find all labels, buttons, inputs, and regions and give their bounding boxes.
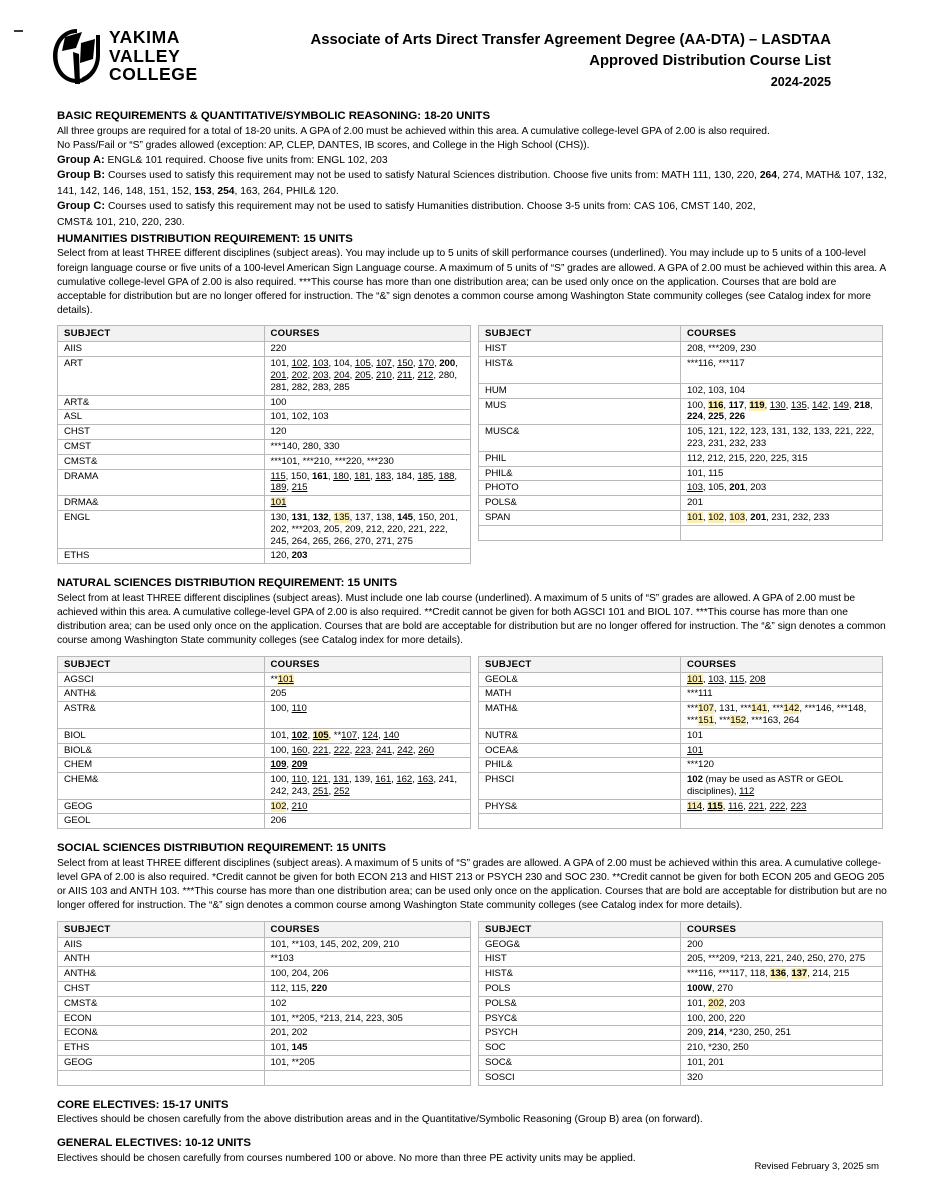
table-row — [58, 496, 471, 511]
subject-cell: CHEM& — [58, 773, 265, 800]
table-row — [58, 981, 471, 996]
group-b-line — [57, 168, 887, 199]
courses-cell — [681, 525, 883, 540]
group-b-label: Group B: — [57, 169, 106, 182]
table-row — [58, 672, 471, 687]
courses-cell: 102 (may be used as ASTR or GEOL disciplines), 112 — [681, 773, 883, 800]
courses-cell: 120 — [264, 425, 471, 440]
table-row — [58, 357, 471, 395]
courses-cell: 320 — [681, 1070, 883, 1085]
table-row — [58, 1041, 471, 1056]
table-row — [58, 937, 471, 952]
subject-cell: SOSCI — [479, 1070, 681, 1085]
subject-cell: CMST — [58, 440, 265, 455]
subject-cell: GEOG — [58, 799, 265, 814]
table-row — [479, 1070, 883, 1085]
social-sciences-tables — [57, 921, 887, 1086]
subject-cell: CHEM — [58, 758, 265, 773]
subject-cell: BIOL& — [58, 743, 265, 758]
subject-cell: ANTH& — [58, 967, 265, 982]
subject-cell: ASL — [58, 410, 265, 425]
table-header-row — [58, 656, 471, 672]
table-row — [479, 996, 883, 1011]
column-header-subject: SUBJECT — [479, 326, 681, 342]
natural-table-left — [57, 656, 471, 830]
table-row — [479, 743, 883, 758]
column-header-courses: COURSES — [681, 921, 883, 937]
basic-requirements-para-2: No Pass/Fail or “S” grades allowed (exception: AP, CLEP, DANTES, IB scores, and College in the High School (CHS)). — [57, 139, 590, 151]
courses-cell: 208, ***209, 230 — [681, 342, 883, 357]
subject-cell: PHIL — [479, 451, 681, 466]
table-row-blank — [479, 814, 883, 829]
subject-cell — [479, 814, 681, 829]
courses-cell: 114, 115, 116, 221, 222, 223 — [681, 799, 883, 814]
table-row — [58, 702, 471, 729]
basic-requirements-heading: BASIC REQUIREMENTS & QUANTITATIVE/SYMBOLIC REASONING: 18-20 UNITS — [57, 110, 491, 122]
table-row — [58, 743, 471, 758]
table-row — [58, 1011, 471, 1026]
subject-cell: MATH — [479, 687, 681, 702]
natural-table-left-wrapper — [57, 656, 471, 830]
courses-cell: 100W, 270 — [681, 981, 883, 996]
subject-cell: CHST — [58, 981, 265, 996]
natural-sciences-tables — [57, 656, 887, 830]
table-row — [479, 511, 883, 526]
subject-cell: PHSCI — [479, 773, 681, 800]
subject-cell: SOC& — [479, 1055, 681, 1070]
humanities-para: Select from at least THREE different disciplines (subject areas). You may include up to 5 units of skill performance courses (underlined). You may include up to 5 units of a 100-level foreign language course or five units of a 100-level American Sign Language course. A maximum of 5 units of “S” grades are allowed. A GPA of 2.00 must be achieved within this area. A cumulative college-level GPA of 2.00 is also required. ***This course has more than one distribution area; can be used only once on the application. Courses that are bold are acceptable for distribution but are no longer offered for instruction. The “&” sign denotes a common course among Washington State community colleges (see Catalog index for more details). — [57, 248, 886, 317]
subject-cell: POLS — [479, 981, 681, 996]
document-academic-year: 2024-2025 — [770, 75, 831, 89]
subject-cell: BIOL — [58, 728, 265, 743]
subject-cell: ART& — [58, 395, 265, 410]
courses-cell: ***101, ***210, ***220, ***230 — [264, 454, 471, 469]
natural-sciences-heading: NATURAL SCIENCES DISTRIBUTION REQUIREMENT: 15 UNITS — [57, 577, 398, 590]
courses-cell: 112, 115, 220 — [264, 981, 471, 996]
courses-cell — [681, 814, 883, 829]
column-header-courses: COURSES — [681, 326, 883, 342]
document-title-block — [215, 26, 877, 93]
column-header-courses: COURSES — [264, 921, 471, 937]
yakima-valley-logo-icon — [52, 28, 102, 84]
subject-cell: MUS — [479, 398, 681, 425]
courses-cell: 101, **103, 145, 202, 209, 210 — [264, 937, 471, 952]
table-header-row — [58, 326, 471, 342]
group-c-text: Courses used to satisfy this requirement may not be used to satisfy Humanities distribution. Choose 3-5 units from: CAS 106, CMST 140, 202, — [105, 201, 756, 213]
table-row — [58, 1026, 471, 1041]
courses-cell: 205, ***209, *213, 221, 240, 250, 270, 275 — [681, 952, 883, 967]
social-sciences-heading: SOCIAL SCIENCES DISTRIBUTION REQUIREMENT: 15 UNITS — [57, 842, 386, 855]
subject-cell: CHST — [58, 425, 265, 440]
courses-cell: 103, 105, 201, 203 — [681, 481, 883, 496]
courses-cell: **103 — [264, 952, 471, 967]
group-a-text: ENGL& 101 required. Choose five units from: ENGL 102, 203 — [104, 154, 388, 166]
courses-cell: 102, 210 — [264, 799, 471, 814]
table-row — [58, 440, 471, 455]
document-subtitle: Approved Distribution Course List — [589, 53, 831, 69]
table-row — [58, 952, 471, 967]
basic-requirements-para-1: All three groups are required for a total of 18-20 units. A GPA of 2.00 must be achieved within this area. A cumulative college-level GPA of 2.00 is also required. — [57, 125, 770, 137]
subject-cell: HIST — [479, 342, 681, 357]
courses-cell: 220 — [264, 342, 471, 357]
subject-cell: AGSCI — [58, 672, 265, 687]
subject-cell: AIIS — [58, 342, 265, 357]
courses-cell: 200 — [681, 937, 883, 952]
column-header-courses: COURSES — [264, 656, 471, 672]
group-c-label: Group C: — [57, 200, 106, 213]
courses-cell: 101, 102, 103, 201, 231, 232, 233 — [681, 511, 883, 526]
social-table-right-wrapper — [478, 921, 883, 1086]
subject-cell: ETHS — [58, 549, 265, 564]
courses-cell: 101 — [681, 728, 883, 743]
logo-line-valley: VALLEY — [109, 45, 181, 66]
humanities-tables — [57, 325, 887, 564]
courses-cell: 109, 209 — [264, 758, 471, 773]
table-row — [479, 451, 883, 466]
subject-cell — [479, 525, 681, 540]
column-header-subject: SUBJECT — [479, 656, 681, 672]
courses-cell: 100, 110, 121, 131, 139, 161, 162, 163, 241, 242, 243, 251, 252 — [264, 773, 471, 800]
table-row — [58, 454, 471, 469]
subject-cell: MUSC& — [479, 425, 681, 452]
table-row — [479, 1041, 883, 1056]
table-header-row — [58, 921, 471, 937]
subject-cell: HIST — [479, 952, 681, 967]
courses-cell: 105, 121, 122, 123, 131, 132, 133, 221, 222, 223, 231, 232, 233 — [681, 425, 883, 452]
table-row — [58, 425, 471, 440]
group-a-label: Group A: — [57, 153, 105, 166]
group-a-line — [57, 153, 887, 168]
revision-footer: Revised February 3, 2025 sm — [754, 1161, 879, 1172]
subject-cell: PHIL& — [479, 758, 681, 773]
courses-cell: 100, 200, 220 — [681, 1011, 883, 1026]
humanities-table-left — [57, 325, 471, 564]
courses-cell: 100, 116, 117, 119, 130, 135, 142, 149, 218, 224, 225, 226 — [681, 398, 883, 425]
courses-cell: ***111 — [681, 687, 883, 702]
social-table-left-wrapper — [57, 921, 471, 1086]
courses-cell: 101, 201 — [681, 1055, 883, 1070]
general-electives-heading: GENERAL ELECTIVES: 10-12 UNITS — [57, 1137, 251, 1150]
table-row — [479, 1026, 883, 1041]
subject-cell: ECON — [58, 1011, 265, 1026]
natural-table-right — [478, 656, 883, 830]
subject-cell — [58, 1070, 265, 1085]
courses-cell: ***116, ***117 — [681, 357, 883, 384]
subject-cell: SOC — [479, 1041, 681, 1056]
subject-cell: ANTH& — [58, 687, 265, 702]
table-row — [479, 496, 883, 511]
courses-cell: 101, 102, 105, **107, 124, 140 — [264, 728, 471, 743]
table-row — [479, 687, 883, 702]
social-table-right — [478, 921, 883, 1086]
core-electives-para: Electives should be chosen carefully from the above distribution areas and in the Quantitative/Symbolic Reasoning (Group B) area (on forward). — [57, 1114, 703, 1126]
subject-cell: HUM — [479, 383, 681, 398]
courses-cell: 201 — [681, 496, 883, 511]
courses-cell: ***107, 131, ***141, ***142, ***146, ***148, ***151, ***152, ***163, 264 — [681, 702, 883, 729]
courses-cell: 100, 160, 221, 222, 223, 241, 242, 260 — [264, 743, 471, 758]
subject-cell: PSYC& — [479, 1011, 681, 1026]
table-row — [479, 981, 883, 996]
table-row — [479, 758, 883, 773]
courses-cell: 101, **205 — [264, 1055, 471, 1070]
table-row — [58, 410, 471, 425]
subject-cell: HIST& — [479, 357, 681, 384]
subject-cell: DRMA& — [58, 496, 265, 511]
table-header-row — [479, 326, 883, 342]
subject-cell: MATH& — [479, 702, 681, 729]
courses-cell: 102 — [264, 996, 471, 1011]
subject-cell: ASTR& — [58, 702, 265, 729]
table-row — [58, 469, 471, 496]
natural-sciences-para: Select from at least THREE different disciplines (subject areas). Must include one lab course (underlined). A maximum of 5 units of “S” grades are allowed. A GPA of 2.00 must be achieved within this area. A cumulative college-level GPA of 2.00 is also required. **Credit cannot be given for both AGSCI 101 and BIOL 107. ***This course has more than one distribution area; can be used only once on the application. Courses that are bold are acceptable for distribution but are no longer offered for instruction. The “&” sign denotes a common course among Washington State community colleges (see Catalog index for more details). — [57, 592, 886, 647]
table-row — [479, 398, 883, 425]
courses-cell: **101 — [264, 672, 471, 687]
table-row — [479, 383, 883, 398]
column-header-subject: SUBJECT — [58, 656, 265, 672]
group-b-text: Courses used to satisfy this requirement may not be used to satisfy Natural Sciences distribution. Choose five units from: MATH 111, 130, 220, 264, 274, MATH& 107, 132, 141, 142, 146, 148, 151, 152, 153, 254, 163, 264, PHIL& 120. — [57, 170, 887, 197]
humanities-table-right-wrapper — [478, 325, 883, 564]
table-row — [479, 728, 883, 743]
subject-cell: SPAN — [479, 511, 681, 526]
table-header-row — [479, 656, 883, 672]
table-header-row — [479, 921, 883, 937]
table-row — [58, 342, 471, 357]
courses-cell: 100, 204, 206 — [264, 967, 471, 982]
subject-cell: PHIL& — [479, 466, 681, 481]
document-content — [0, 93, 927, 1166]
courses-cell: 120, 203 — [264, 549, 471, 564]
table-row — [58, 773, 471, 800]
subject-cell: NUTR& — [479, 728, 681, 743]
subject-cell: POLS& — [479, 996, 681, 1011]
document-header — [0, 0, 927, 93]
table-row-blank — [479, 525, 883, 540]
table-row — [58, 1055, 471, 1070]
courses-cell: 115, 150, 161, 180, 181, 183, 184, 185, 188, 189, 215 — [264, 469, 471, 496]
subject-cell: POLS& — [479, 496, 681, 511]
subject-cell: HIST& — [479, 967, 681, 982]
subject-cell: GEOL& — [479, 672, 681, 687]
table-row-blank — [58, 1070, 471, 1085]
subject-cell: ENGL — [58, 511, 265, 549]
table-row — [479, 357, 883, 384]
table-row — [58, 511, 471, 549]
subject-cell: GEOG& — [479, 937, 681, 952]
courses-cell: 205 — [264, 687, 471, 702]
table-row — [58, 549, 471, 564]
table-row — [58, 967, 471, 982]
table-row — [479, 342, 883, 357]
column-header-courses: COURSES — [264, 326, 471, 342]
subject-cell: ECON& — [58, 1026, 265, 1041]
courses-cell: 201, 202 — [264, 1026, 471, 1041]
table-row — [479, 967, 883, 982]
courses-cell: 112, 212, 215, 220, 225, 315 — [681, 451, 883, 466]
table-row — [479, 702, 883, 729]
courses-cell: 101, 202, 203 — [681, 996, 883, 1011]
table-row — [58, 687, 471, 702]
courses-cell: 101, 102, 103 — [264, 410, 471, 425]
courses-cell: ***120 — [681, 758, 883, 773]
subject-cell: CMST& — [58, 996, 265, 1011]
table-row — [479, 425, 883, 452]
subject-cell: OCEA& — [479, 743, 681, 758]
column-header-subject: SUBJECT — [58, 921, 265, 937]
natural-table-right-wrapper — [478, 656, 883, 830]
humanities-heading: HUMANITIES DISTRIBUTION REQUIREMENT: 15 UNITS — [57, 232, 353, 245]
logo-line-college: COLLEGE — [109, 64, 198, 85]
table-row — [479, 1055, 883, 1070]
courses-cell: 101 — [681, 743, 883, 758]
college-logo — [52, 26, 215, 84]
courses-cell: 101, 145 — [264, 1041, 471, 1056]
subject-cell: GEOL — [58, 814, 265, 829]
table-row — [58, 799, 471, 814]
column-header-subject: SUBJECT — [479, 921, 681, 937]
subject-cell: ANTH — [58, 952, 265, 967]
subject-cell: DRAMA — [58, 469, 265, 496]
courses-cell: 101 — [264, 496, 471, 511]
college-logo-wordmark — [109, 28, 198, 84]
social-sciences-para: Select from at least THREE different disciplines (subject areas). A maximum of 5 units of “S” grades are allowed. A GPA of 2.00 must be achieved within this area. A cumulative college-level GPA of 2.00 is also required. *Credit cannot be given for both ECON 213 and HIST 213 or PSYCH 230 and SOC 230. **Credit cannot be given for both ECON 205 and GEOG 205 or AIIS 103 and ANTH 103. ***This course has more than one distribution area; can be used only once on the application. Courses that are bold are acceptable for distribution but are no longer offered for instruction. The “&” sign denotes a common course among Washington State community colleges (see Catalog index for more details). — [57, 857, 887, 912]
courses-cell: 100, 110 — [264, 702, 471, 729]
subject-cell: ART — [58, 357, 265, 395]
subject-cell: GEOG — [58, 1055, 265, 1070]
courses-cell: 100 — [264, 395, 471, 410]
table-row — [58, 996, 471, 1011]
table-row — [58, 814, 471, 829]
table-row — [479, 1011, 883, 1026]
social-table-left — [57, 921, 471, 1086]
table-row — [479, 466, 883, 481]
courses-cell: 209, 214, *230, 250, 251 — [681, 1026, 883, 1041]
subject-cell: AIIS — [58, 937, 265, 952]
courses-cell: 210, *230, 250 — [681, 1041, 883, 1056]
table-row — [479, 773, 883, 800]
subject-cell: CMST& — [58, 454, 265, 469]
table-row — [479, 799, 883, 814]
table-row — [479, 672, 883, 687]
courses-cell: 206 — [264, 814, 471, 829]
courses-cell: 130, 131, 132, 135, 137, 138, 145, 150, 201, 202, ***203, 205, 209, 212, 220, 221, 222, 245, 264, 265, 266, 270, 271, 275 — [264, 511, 471, 549]
group-c-line — [57, 199, 887, 230]
courses-cell: ***116, ***117, 118, 136, 137, 214, 215 — [681, 967, 883, 982]
table-row — [58, 728, 471, 743]
courses-cell: 101, 103, 115, 208 — [681, 672, 883, 687]
group-c-text-cont: CMST& 101, 210, 220, 230. — [57, 216, 185, 228]
courses-cell — [264, 1070, 471, 1085]
subject-cell: ETHS — [58, 1041, 265, 1056]
courses-cell: 101, **205, *213, 214, 223, 305 — [264, 1011, 471, 1026]
column-header-subject: SUBJECT — [58, 326, 265, 342]
table-row — [479, 481, 883, 496]
humanities-table-left-wrapper — [57, 325, 471, 564]
table-row — [58, 395, 471, 410]
logo-line-yakima: YAKIMA — [109, 27, 181, 48]
column-header-courses: COURSES — [681, 656, 883, 672]
table-row — [479, 937, 883, 952]
general-electives-para: Electives should be chosen carefully from courses numbered 100 or above. No more than three PE activity units may be applied. — [57, 1152, 636, 1164]
courses-cell: 102, 103, 104 — [681, 383, 883, 398]
courses-cell: 101, 102, 103, 104, 105, 107, 150, 170, 200, 201, 202, 203, 204, 205, 210, 211, 212, 280, 281, 282, 283, 285 — [264, 357, 471, 395]
courses-cell: ***140, 280, 330 — [264, 440, 471, 455]
courses-cell: 101, 115 — [681, 466, 883, 481]
subject-cell: PHYS& — [479, 799, 681, 814]
table-row — [479, 952, 883, 967]
document-title: Associate of Arts Direct Transfer Agreement Degree (AA-DTA) – LASDTAA — [310, 32, 831, 48]
subject-cell: PSYCH — [479, 1026, 681, 1041]
table-row — [58, 758, 471, 773]
humanities-table-right — [478, 325, 883, 540]
subject-cell: PHOTO — [479, 481, 681, 496]
core-electives-heading: CORE ELECTIVES: 15-17 UNITS — [57, 1098, 229, 1111]
